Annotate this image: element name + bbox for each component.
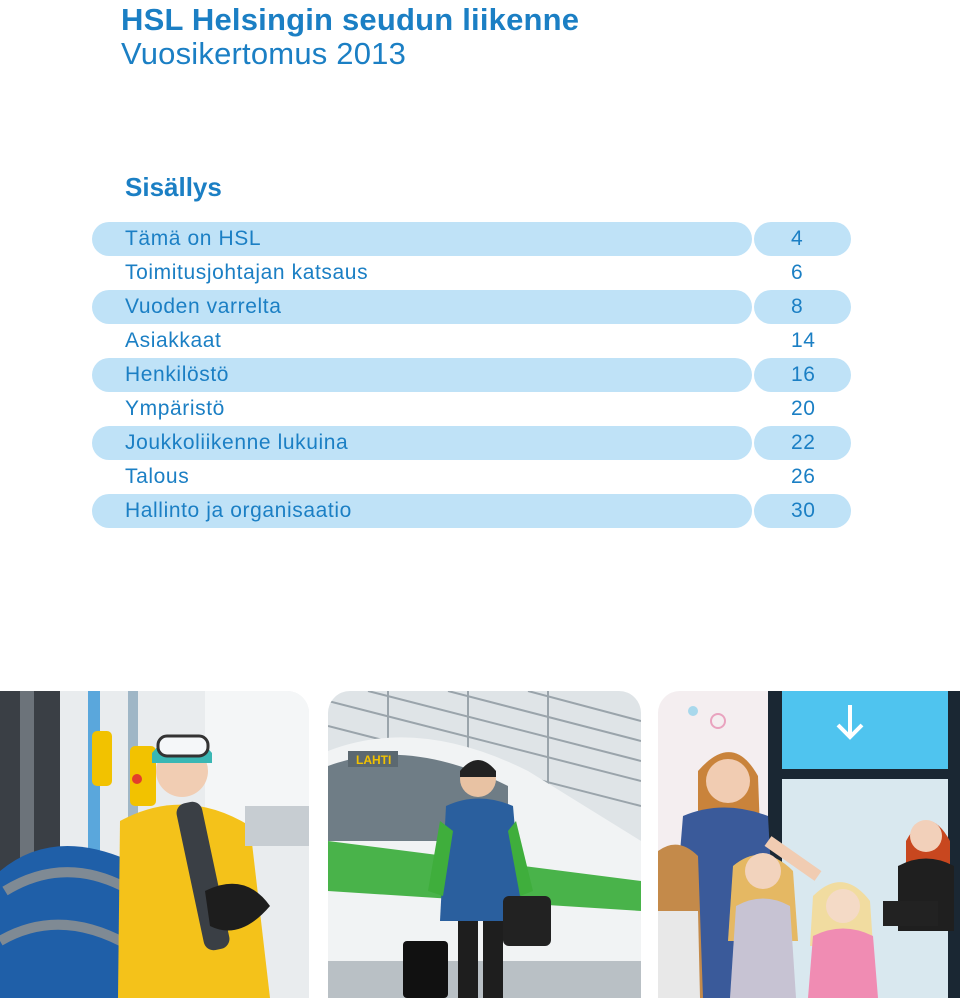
toc-item-asiakkaat[interactable] bbox=[92, 324, 851, 358]
toc-item-page: 16 bbox=[754, 358, 851, 392]
toc-item-label: Joukkoliikenne lukuina bbox=[92, 426, 752, 460]
toc-item-page: 8 bbox=[754, 290, 851, 324]
toc-item-label: Tämä on HSL bbox=[92, 222, 752, 256]
toc-item-toimitusjohtajan-katsaus[interactable] bbox=[92, 256, 851, 290]
svg-text:LAHTI: LAHTI bbox=[356, 753, 392, 767]
train-scene-illustration bbox=[328, 691, 641, 998]
toc-item-page: 4 bbox=[754, 222, 851, 256]
toc-heading: Sisällys bbox=[125, 172, 222, 202]
toc-item-ymparisto[interactable] bbox=[92, 392, 851, 426]
document-subtitle: Vuosikertomus 2013 bbox=[121, 36, 407, 71]
toc-item-talous[interactable] bbox=[92, 460, 851, 494]
toc-item-hallinto-ja-organisaatio[interactable] bbox=[92, 494, 851, 528]
photo-service-point-family bbox=[658, 691, 960, 998]
photo-bus-passenger-snowboard bbox=[0, 691, 309, 998]
toc-item-label: Ympäristö bbox=[125, 397, 225, 420]
toc-item-label: Toimitusjohtajan katsaus bbox=[125, 261, 369, 284]
toc-item-label: Henkilöstö bbox=[92, 358, 752, 392]
toc-item-page: 22 bbox=[754, 426, 851, 460]
toc-item-label: Talous bbox=[125, 465, 190, 488]
toc-item-label: Hallinto ja organisaatio bbox=[92, 494, 752, 528]
toc-item-label: Vuoden varrelta bbox=[92, 290, 752, 324]
bus-scene-illustration bbox=[0, 691, 309, 998]
toc-item-page: 6 bbox=[791, 261, 804, 284]
service-scene-illustration bbox=[658, 691, 960, 998]
toc-item-label: Asiakkaat bbox=[125, 329, 222, 352]
toc-item-tama-on-hsl[interactable] bbox=[92, 222, 851, 256]
toc-item-page: 14 bbox=[791, 329, 816, 352]
toc-item-page: 20 bbox=[791, 397, 816, 420]
table-of-contents bbox=[92, 222, 851, 528]
toc-item-joukkoliikenne-lukuina[interactable] bbox=[92, 426, 851, 460]
toc-item-henkilosto[interactable] bbox=[92, 358, 851, 392]
document-title: HSL Helsingin seudun liikenne bbox=[121, 2, 580, 37]
toc-item-page: 30 bbox=[754, 494, 851, 528]
toc-item-vuoden-varrelta[interactable] bbox=[92, 290, 851, 324]
photo-train-station-passenger bbox=[328, 691, 641, 998]
toc-item-page: 26 bbox=[791, 465, 816, 488]
